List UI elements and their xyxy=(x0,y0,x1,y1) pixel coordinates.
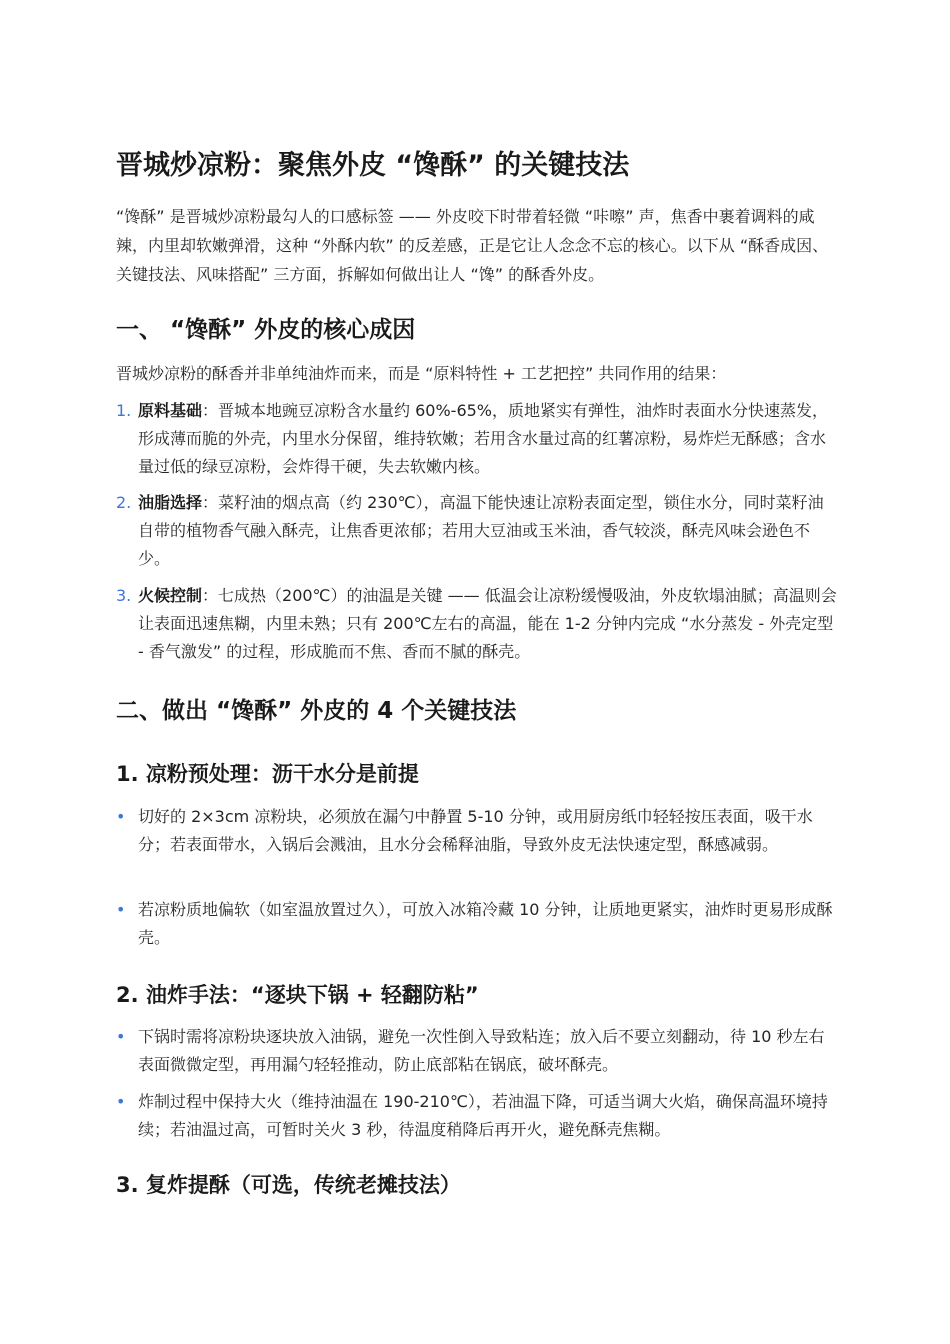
list-number: 3. xyxy=(116,586,132,605)
bullet-text: 炸制过程中保持大火（维持油温在 190-210℃），若油温下降，可适当调大火焰，确保高温环境持续；若油温过高，可暂时关火 3 秒，待温度稍降后再开火，避免酥壳焦糊。 xyxy=(138,1092,828,1139)
bullet-text: 下锅时需将凉粉块逐块放入油锅，避免一次性倒入导致粘连；放入后不要立刻翻动，待 10 秒左右表面微微定型，再用漏勺轻轻推动，防止底部粘在锅底，破坏酥壳。 xyxy=(138,1027,825,1074)
bullet-dot: • xyxy=(116,1092,126,1111)
section1-lead: 晋城炒凉粉的酥香并非单纯油炸而来，而是 “原料特性 + 工艺把控” 共同作用的结果： xyxy=(116,364,727,383)
list-number: 2. xyxy=(116,493,132,512)
section2-heading: 二、做出 “馋酥” 外皮的 4 个关键技法 xyxy=(116,698,517,724)
bullet-item xyxy=(116,1088,838,1144)
bullet-item xyxy=(116,803,838,859)
bullet-item xyxy=(116,1023,838,1079)
list-item-body xyxy=(138,489,838,573)
bullet-dot: • xyxy=(116,900,126,919)
bullet-item xyxy=(116,896,838,952)
list-item xyxy=(116,397,838,481)
intro-paragraph: “馋酥” 是晋城炒凉粉最勾人的口感标签 —— 外皮咬下时带着轻微 “咔嚓” 声，焦香中裹着调料的咸辣，内里却软嫩弹滑，这种 “外酥内软” 的反差感，正是它让人念念不忘的核心。以下从 “酥香成因、关键技法、风味搭配” 三方面，拆解如何做出让人 “馋” 的酥香外皮。 xyxy=(116,207,829,284)
list-item-body xyxy=(138,397,838,481)
list-item-text: ：七成热（200℃）的油温是关键 —— 低温会让凉粉缓慢吸油，外皮软塌油腻；高温则会让表面迅速焦糊，内里未熟；只有 200℃左右的高温，能在 1-2 分钟内完成 “水分蒸发 - 外壳定型 - 香气激发” 的过程，形成脆而不焦、香而不腻的酥壳。 xyxy=(138,586,837,661)
subsection3-heading: 3. 复炸提酥（可选，传统老摊技法） xyxy=(116,1173,461,1197)
list-item xyxy=(116,489,838,573)
list-item-body xyxy=(138,582,838,666)
bullet-dot: • xyxy=(116,807,126,826)
list-item-label: 原料基础 xyxy=(138,401,203,420)
list-item-label: 火候控制 xyxy=(138,586,203,605)
list-item-text: ：菜籽油的烟点高（约 230℃），高温下能快速让凉粉表面定型，锁住水分，同时菜籽油自带的植物香气融入酥壳，让焦香更浓郁；若用大豆油或玉米油，香气较淡，酥壳风味会逊色不少。 xyxy=(138,493,824,568)
bullet-dot: • xyxy=(116,1027,126,1046)
list-item-text: ：晋城本地豌豆凉粉含水量约 60%-65%，质地紧实有弹性，油炸时表面水分快速蒸发，形成薄而脆的外壳，内里水分保留，维持软嫩；若用含水量过高的红薯凉粉，易炸烂无酥感；含水量过低的绿豆凉粉，会炸得干硬，失去软嫩内核。 xyxy=(138,401,829,476)
bullet-text: 切好的 2×3cm 凉粉块，必须放在漏勺中静置 5-10 分钟，或用厨房纸巾轻轻按压表面，吸干水分；若表面带水，入锅后会溅油，且水分会稀释油脂，导致外皮无法快速定型，酥感减弱。 xyxy=(138,807,813,854)
section1-heading: 一、 “馋酥” 外皮的核心成因 xyxy=(116,317,416,343)
list-item xyxy=(116,582,838,666)
document-title: 晋城炒凉粉：聚焦外皮 “馋酥” 的关键技法 xyxy=(116,150,630,181)
list-number: 1. xyxy=(116,401,132,420)
bullet-text: 若凉粉质地偏软（如室温放置过久），可放入冰箱冷藏 10 分钟，让质地更紧实，油炸时更易形成酥壳。 xyxy=(138,900,833,947)
list-item-label: 油脂选择 xyxy=(138,493,203,512)
subsection1-heading: 1. 凉粉预处理：沥干水分是前提 xyxy=(116,762,419,786)
subsection2-heading: 2. 油炸手法：“逐块下锅 + 轻翻防粘” xyxy=(116,983,479,1007)
